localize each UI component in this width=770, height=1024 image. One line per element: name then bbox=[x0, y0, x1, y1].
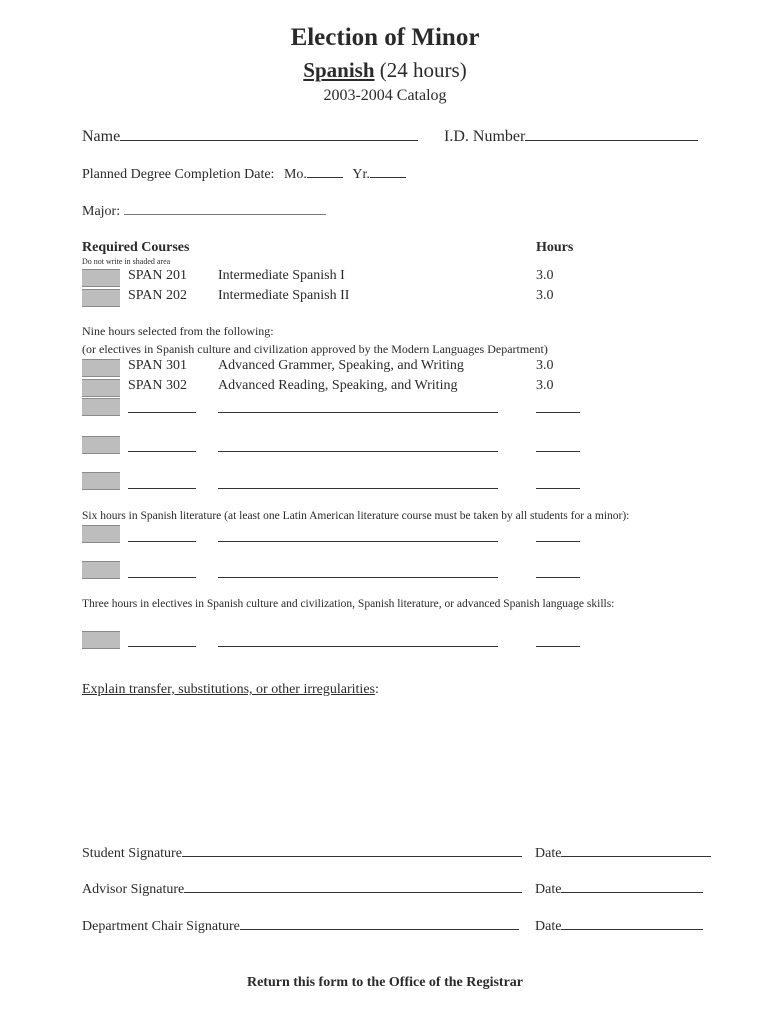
course-hours-blank[interactable] bbox=[536, 646, 580, 647]
course-hours: 3.0 bbox=[536, 378, 554, 393]
course-title: Intermediate Spanish I bbox=[218, 268, 345, 283]
shaded-box bbox=[82, 289, 120, 307]
six-hours-intro: Six hours in Spanish literature (at least one Latin American literature course must be taken by all students for a minor): bbox=[82, 510, 630, 522]
advisor-signature-line[interactable] bbox=[184, 892, 522, 893]
course-hours: 3.0 bbox=[536, 288, 554, 303]
course-title: Intermediate Spanish II bbox=[218, 288, 350, 303]
year-label: Yr. bbox=[352, 167, 370, 182]
month-line[interactable] bbox=[307, 177, 343, 178]
chair-signature-line[interactable] bbox=[240, 929, 519, 930]
completion-date-label: Planned Degree Completion Date: bbox=[82, 167, 275, 182]
course-title-blank[interactable] bbox=[218, 451, 498, 452]
return-note: Return this form to the Office of the Registrar bbox=[246, 975, 524, 990]
explain-label: Explain transfer, substitutions, or other irregularities bbox=[82, 682, 375, 697]
form-subtitle bbox=[0, 58, 770, 83]
month-label: Mo. bbox=[283, 167, 307, 182]
course-title: Advanced Reading, Speaking, and Writing bbox=[218, 378, 458, 393]
course-title: Advanced Grammer, Speaking, and Writing bbox=[218, 358, 464, 373]
course-code-blank[interactable] bbox=[128, 412, 196, 413]
shaded-box bbox=[82, 379, 120, 397]
shaded-box bbox=[82, 631, 120, 649]
nine-hours-intro: Nine hours selected from the following: bbox=[82, 324, 274, 338]
catalog-year: 2003-2004 Catalog bbox=[323, 87, 447, 104]
major-line[interactable] bbox=[124, 214, 326, 215]
shaded-box bbox=[82, 359, 120, 377]
shaded-box bbox=[82, 436, 120, 454]
course-hours-blank[interactable] bbox=[536, 451, 580, 452]
student-signature-label: Student Signature bbox=[82, 846, 182, 861]
course-code-blank[interactable] bbox=[128, 488, 196, 489]
date-line[interactable] bbox=[561, 856, 711, 857]
course-hours: 3.0 bbox=[536, 268, 554, 283]
date-label: Date bbox=[535, 919, 562, 934]
student-date-field[interactable] bbox=[535, 846, 711, 862]
three-hours-intro: Three hours in electives in Spanish culture and civilization, Spanish literature, or advanced Spanish language skills: bbox=[82, 598, 615, 610]
name-line[interactable] bbox=[120, 140, 418, 141]
chair-date-field[interactable] bbox=[535, 919, 703, 935]
advisor-signature-field[interactable] bbox=[82, 882, 522, 898]
minor-subject: Spanish bbox=[303, 58, 375, 82]
course-code: SPAN 301 bbox=[128, 358, 188, 373]
completion-date-field bbox=[82, 167, 406, 183]
course-code: SPAN 201 bbox=[128, 268, 188, 283]
required-courses-heading: Required Courses bbox=[82, 240, 190, 255]
course-hours-blank[interactable] bbox=[536, 488, 580, 489]
advisor-signature-label: Advisor Signature bbox=[82, 882, 185, 897]
course-code-blank[interactable] bbox=[128, 541, 196, 542]
name-label: Name bbox=[82, 128, 121, 145]
course-title-blank[interactable] bbox=[218, 577, 498, 578]
date-line[interactable] bbox=[561, 892, 703, 893]
shaded-box bbox=[82, 269, 120, 287]
date-label: Date bbox=[535, 846, 562, 861]
shaded-box bbox=[82, 525, 120, 543]
explain-irregularities bbox=[82, 682, 379, 698]
date-line[interactable] bbox=[561, 929, 703, 930]
year-line[interactable] bbox=[370, 177, 406, 178]
name-field[interactable] bbox=[82, 128, 418, 146]
course-code-blank[interactable] bbox=[128, 577, 196, 578]
shaded-box bbox=[82, 398, 120, 416]
shaded-box bbox=[82, 561, 120, 579]
major-label: Major: bbox=[82, 204, 121, 219]
course-code-blank[interactable] bbox=[128, 646, 196, 647]
course-hours: 3.0 bbox=[536, 358, 554, 373]
course-code-blank[interactable] bbox=[128, 451, 196, 452]
course-title-blank[interactable] bbox=[218, 541, 498, 542]
course-code: SPAN 202 bbox=[128, 288, 188, 303]
major-field bbox=[82, 204, 326, 220]
advisor-date-field[interactable] bbox=[535, 882, 703, 898]
shaded-area-note: Do not write in shaded area bbox=[82, 257, 171, 266]
course-hours-blank[interactable] bbox=[536, 412, 580, 413]
form-title: Election of Minor bbox=[290, 24, 480, 51]
chair-signature-label: Department Chair Signature bbox=[82, 919, 240, 934]
minor-hours: (24 hours) bbox=[379, 58, 467, 82]
chair-signature-field[interactable] bbox=[82, 919, 519, 935]
student-signature-field[interactable] bbox=[82, 846, 522, 862]
course-title-blank[interactable] bbox=[218, 646, 498, 647]
shaded-box bbox=[82, 472, 120, 490]
course-code: SPAN 302 bbox=[128, 378, 188, 393]
nine-hours-note: (or electives in Spanish culture and civilization approved by the Modern Languages Department) bbox=[82, 342, 548, 356]
date-label: Date bbox=[535, 882, 562, 897]
id-number-line[interactable] bbox=[525, 140, 698, 141]
explain-colon: : bbox=[374, 682, 379, 697]
id-number-label: I.D. Number bbox=[444, 128, 526, 145]
course-title-blank[interactable] bbox=[218, 412, 498, 413]
id-number-field[interactable] bbox=[444, 128, 698, 146]
hours-heading: Hours bbox=[536, 240, 574, 255]
course-hours-blank[interactable] bbox=[536, 577, 580, 578]
course-hours-blank[interactable] bbox=[536, 541, 580, 542]
student-signature-line[interactable] bbox=[182, 856, 522, 857]
course-title-blank[interactable] bbox=[218, 488, 498, 489]
